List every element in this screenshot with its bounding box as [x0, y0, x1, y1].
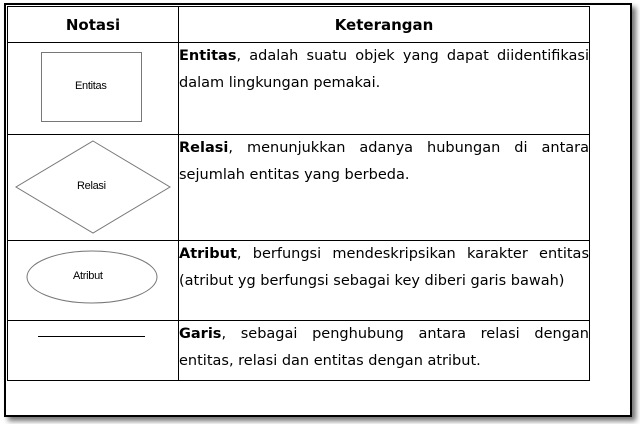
description-cell — [179, 135, 590, 241]
description-cell — [179, 241, 590, 321]
header-description: Keterangan — [179, 7, 590, 43]
document-frame — [4, 3, 632, 417]
line-connector-icon — [8, 321, 179, 381]
table-row — [8, 43, 590, 135]
description-text: , adalah suatu objek yang dapat diidentifikasi dalam lingkungan pemakai. — [179, 48, 589, 91]
table-row — [8, 321, 590, 381]
header-notation: Notasi — [8, 7, 179, 43]
description-text: , sebagai penghubung antara relasi dengan entitas, relasi dan entitas dengan atribut. — [179, 326, 589, 369]
term-garis: Garis — [179, 326, 222, 342]
description-cell — [179, 43, 590, 135]
notation-cell — [8, 43, 179, 135]
er-notation-table — [7, 6, 590, 381]
entity-shape-label: Entitas — [75, 80, 107, 92]
term-atribut: Atribut — [179, 246, 237, 262]
table-row — [8, 241, 590, 321]
description-cell — [179, 321, 590, 381]
term-relasi: Relasi — [179, 140, 229, 156]
term-entitas: Entitas — [179, 48, 237, 64]
description-text: , menunjukkan adanya hubungan di antara sejumlah entitas yang berbeda. — [179, 140, 589, 183]
attribute-shape-label: Atribut — [73, 270, 103, 282]
notation-cell — [8, 135, 179, 241]
header-row — [8, 7, 590, 43]
description-text: , berfungsi mendeskripsikan karakter entitas (atribut yg berfungsi sebagai key diberi garis bawah) — [179, 246, 589, 289]
table-row — [8, 135, 590, 241]
relation-shape-label: Relasi — [77, 180, 106, 192]
notation-cell — [8, 241, 179, 321]
notation-cell — [8, 321, 179, 381]
